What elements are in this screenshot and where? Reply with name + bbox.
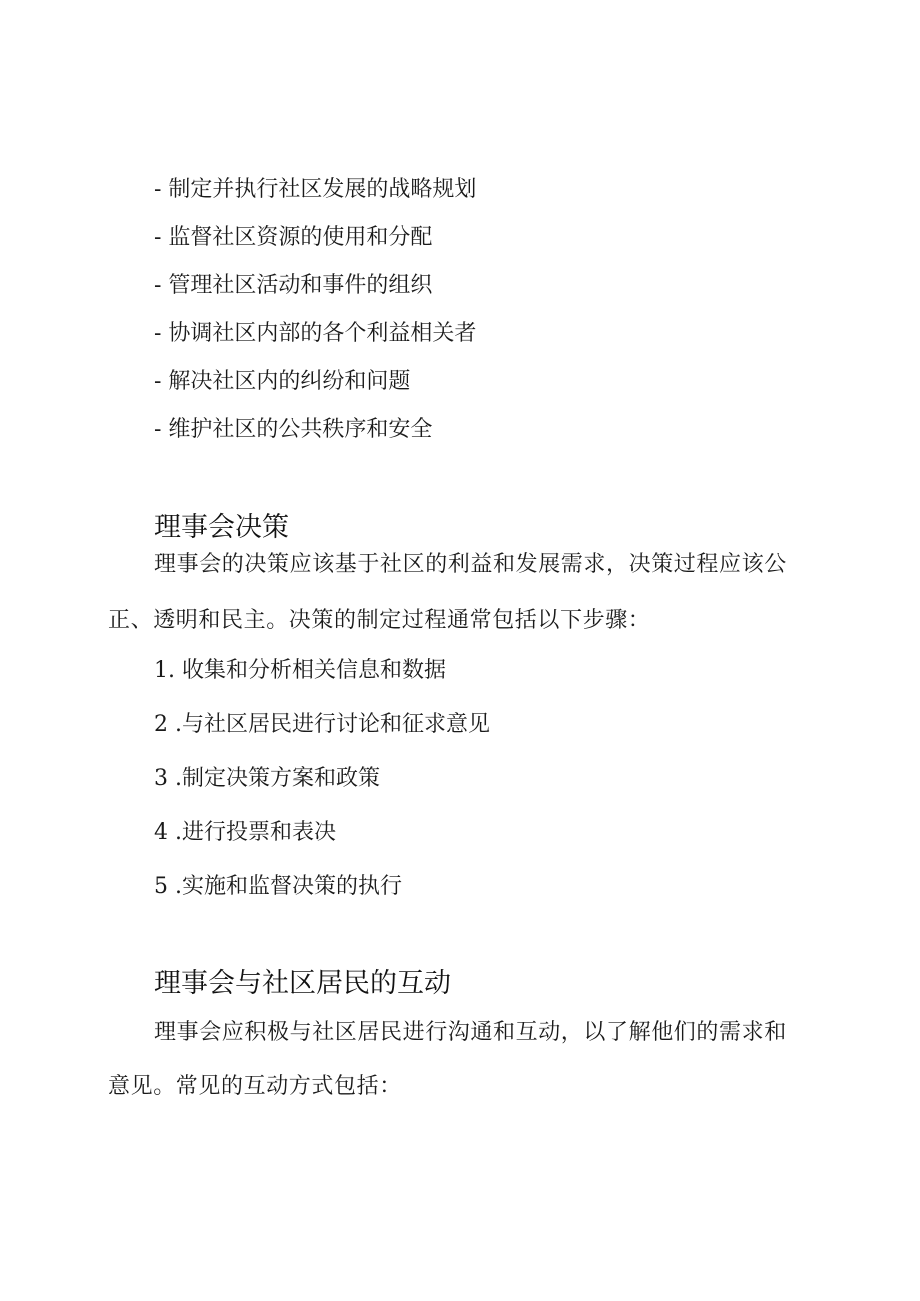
list-item: - 制定并执行社区发展的战略规划 [154, 177, 477, 202]
list-item: 1. 收集和分析相关信息和数据 [154, 658, 446, 683]
paragraph-line: 理事会的决策应该基于社区的利益和发展需求，决策过程应该公 [154, 552, 787, 577]
list-item: 5 .实施和监督决策的执行 [154, 874, 402, 899]
list-item: 3 .制定决策方案和政策 [154, 766, 380, 791]
list-item: 2 .与社区居民进行讨论和征求意见 [154, 712, 490, 737]
list-item: 4 .进行投票和表决 [154, 820, 336, 845]
list-item: - 解决社区内的纠纷和问题 [154, 369, 411, 394]
list-item: - 管理社区活动和事件的组织 [154, 273, 433, 298]
list-item: - 协调社区内部的各个利益相关者 [154, 321, 477, 346]
list-item: - 维护社区的公共秩序和安全 [154, 417, 433, 442]
paragraph-line: 理事会应积极与社区居民进行沟通和互动，以了解他们的需求和 [154, 1020, 787, 1045]
section-heading-interaction: 理事会与社区居民的互动 [154, 968, 451, 999]
section-heading-decision: 理事会决策 [154, 512, 289, 543]
paragraph-line: 正、透明和民主。决策的制定过程通常包括以下步骤： [108, 608, 651, 633]
list-item: - 监督社区资源的使用和分配 [154, 225, 433, 250]
paragraph-line: 意见。常见的互动方式包括： [108, 1074, 402, 1099]
